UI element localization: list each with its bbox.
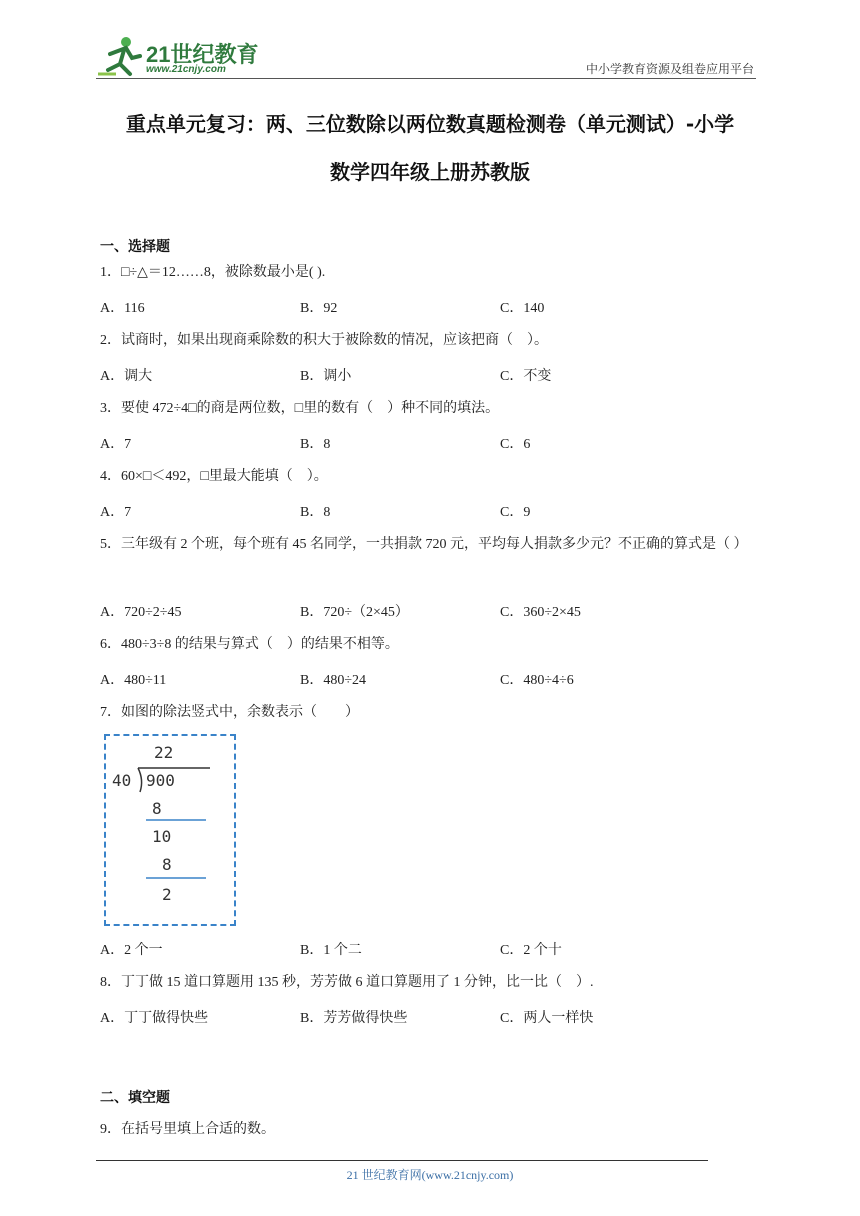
question-text: 9．在括号里填上合适的数。 [100, 1122, 275, 1137]
option-c[interactable]: C．两人一样快 [500, 1011, 594, 1026]
option-c[interactable]: C．2 个十 [500, 943, 562, 958]
option-row [100, 501, 760, 521]
question-text: 3．要使 472÷4□的商是两位数，□里的数有（ ）种不同的填法。 [100, 401, 500, 416]
option-c[interactable]: C．不变 [500, 369, 552, 384]
option-b[interactable]: B．480÷24 [300, 673, 367, 688]
question-text: 7．如图的除法竖式中，余数表示（ ） [100, 705, 359, 720]
header-divider [96, 78, 756, 79]
question-text: 4．60×□＜492，□里最大能填（ ）。 [100, 469, 328, 484]
option-c[interactable]: C．480÷4÷6 [500, 673, 574, 688]
logo-url: www.21cnjy.com [146, 64, 226, 75]
step-two-text: 10 [152, 827, 172, 846]
footer-divider [96, 1160, 708, 1161]
question-text: 6．480÷3÷8 的结果与算式（ ）的结果不相等。 [100, 637, 399, 652]
option-b[interactable]: B．1 个二 [300, 943, 362, 958]
long-division-figure [104, 734, 236, 926]
runner-icon [96, 34, 144, 78]
section-heading: 二、填空题 [100, 1090, 170, 1106]
option-a[interactable]: A．480÷11 [100, 673, 167, 688]
long-division-diagram [106, 736, 234, 924]
option-b[interactable]: B．92 [300, 301, 338, 316]
option-c[interactable]: C．140 [500, 301, 545, 316]
document-title [90, 100, 770, 196]
logo-text: 21世纪教育 [146, 42, 259, 67]
site-logo[interactable] [96, 34, 266, 78]
header-tagline: 中小学教育资源及组卷应用平台 [585, 62, 754, 76]
option-row [100, 1007, 760, 1027]
option-c[interactable]: C．6 [500, 437, 531, 452]
option-b[interactable]: B．调小 [300, 369, 352, 384]
step-three-text: 8 [162, 855, 172, 874]
option-a[interactable]: A．丁丁做得快些 [100, 1011, 209, 1026]
divisor-text: 40 [112, 771, 132, 790]
option-row [100, 433, 760, 453]
question-text: 1．□÷△＝12……8，被除数最小是( ). [100, 265, 326, 280]
option-a[interactable]: A．调大 [100, 369, 153, 384]
option-a[interactable]: A．116 [100, 301, 145, 316]
remainder-text: 2 [162, 885, 172, 904]
question-text: 8．丁丁做 15 道口算题用 135 秒，芳芳做 6 道口算题用了 1 分钟，比一比（ ）. [100, 975, 594, 990]
option-a[interactable]: A．7 [100, 505, 132, 520]
option-b[interactable]: B．720÷（2×45） [300, 605, 409, 620]
option-c[interactable]: C．9 [500, 505, 531, 520]
option-row [100, 669, 760, 689]
option-row [100, 365, 760, 385]
option-a[interactable]: A．7 [100, 437, 132, 452]
question-text: 2．试商时，如果出现商乘除数的积大于被除数的情况，应该把商（ ）。 [100, 333, 548, 348]
option-b[interactable]: B．芳芳做得快些 [300, 1011, 408, 1026]
page-header [0, 0, 860, 80]
section-heading: 一、选择题 [100, 239, 170, 255]
option-row [100, 939, 760, 959]
question-text: 5．三年级有 2 个班，每个班有 45 名同学，一共捐款 720 元，平均每人捐款多少元？不正确的算式是（ ） [100, 537, 748, 552]
option-c[interactable]: C．360÷2×45 [500, 605, 581, 620]
step-one-text: 8 [152, 799, 162, 818]
footer-link[interactable]: 21 世纪教育网(www.21cnjy.com) [346, 1168, 514, 1182]
option-b[interactable]: B．8 [300, 437, 331, 452]
dividend-text: 900 [146, 771, 175, 790]
option-row [100, 601, 760, 621]
option-row [100, 297, 760, 317]
option-a[interactable]: A．720÷2÷45 [100, 605, 182, 620]
quotient-text: 22 [154, 743, 174, 762]
division-bracket [138, 768, 142, 792]
title-line-2: 数学四年级上册苏教版 [330, 160, 530, 184]
option-b[interactable]: B．8 [300, 505, 331, 520]
option-a[interactable]: A．2 个一 [100, 943, 163, 958]
title-line-1: 重点单元复习：两、三位数除以两位数真题检测卷（单元测试）-小学 [125, 112, 735, 136]
